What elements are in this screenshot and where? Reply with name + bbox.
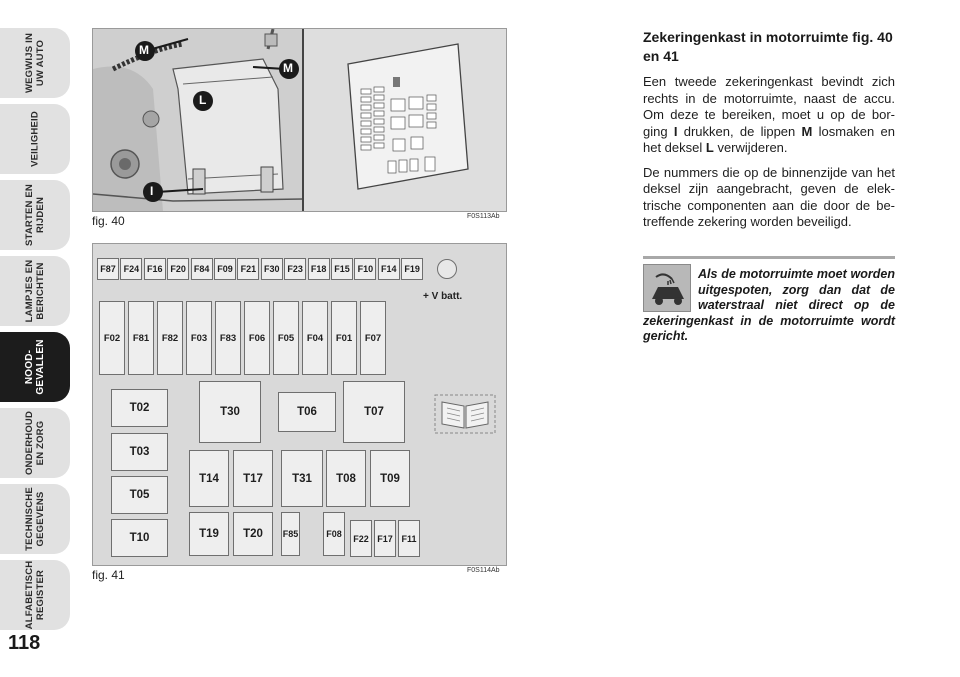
figure-41-code: F0S114Ab bbox=[467, 567, 500, 574]
figure-40-code: F0S113Ab bbox=[467, 213, 500, 220]
fuse-f20: F20 bbox=[167, 258, 189, 280]
fuse-f14: F14 bbox=[378, 258, 400, 280]
fuse-f07: F07 bbox=[360, 301, 386, 375]
article-title: Zekeringenkast in motorruimte fig. 40 en 41 bbox=[643, 29, 893, 64]
manual-book-icon bbox=[434, 394, 496, 434]
fuse-f02: F02 bbox=[99, 301, 125, 375]
figure-41-fuse-layout bbox=[92, 243, 507, 566]
fuse-f01: F01 bbox=[331, 301, 357, 375]
relay-t07: T07 bbox=[343, 381, 405, 443]
relay-t03: T03 bbox=[111, 433, 168, 471]
fuse-f83: F83 bbox=[215, 301, 241, 375]
fuse-f03: F03 bbox=[186, 301, 212, 375]
fuse-f04: F04 bbox=[302, 301, 328, 375]
tab-alfabetisch[interactable] bbox=[0, 560, 70, 630]
relay-t09: T09 bbox=[370, 450, 410, 507]
tab-label: ALFABETISCH REGISTER bbox=[24, 560, 46, 630]
fuse-f30: F30 bbox=[261, 258, 283, 280]
relay-t02: T02 bbox=[111, 389, 168, 427]
relay-t20: T20 bbox=[233, 512, 273, 556]
tab-noodgevallen[interactable] bbox=[0, 332, 70, 402]
page-number: 118 bbox=[8, 632, 41, 654]
text-run: drukken, de lippen bbox=[677, 123, 802, 139]
key-letter-m: M bbox=[801, 123, 813, 139]
callout-m-label: M bbox=[139, 43, 149, 57]
fuse-f17: F17 bbox=[374, 520, 396, 557]
tab-technische[interactable] bbox=[0, 484, 70, 554]
tab-label: WEGWIJS IN UW AUTO bbox=[24, 32, 46, 94]
fuse-f15: F15 bbox=[331, 258, 353, 280]
engine-bay-illustration bbox=[93, 29, 506, 211]
tab-label: LAMPJES EN BERICHTEN bbox=[24, 259, 46, 323]
fuse-f24: F24 bbox=[120, 258, 142, 280]
relay-t06: T06 bbox=[278, 392, 336, 432]
figure-40-engine-bay-photo bbox=[92, 28, 507, 212]
fuse-f19: F19 bbox=[401, 258, 423, 280]
figure-40-caption: fig. 40 bbox=[92, 214, 125, 228]
fuse-f22: F22 bbox=[350, 520, 372, 557]
relay-t14: T14 bbox=[189, 450, 229, 507]
tab-label: NOOD- GEVALLEN bbox=[24, 339, 46, 395]
v-batt-label: + V batt. bbox=[423, 291, 463, 302]
tab-starten[interactable] bbox=[0, 180, 70, 250]
relay-t10: T10 bbox=[111, 519, 168, 557]
article-paragraph-2: De nummers die op de binnenzijde van het deksel zijn aangebracht, geven de elek-trische componenten aan die door de be-treffende zekering worden beveiligd. bbox=[643, 164, 895, 229]
tab-label: STARTEN EN RIJDEN bbox=[24, 184, 46, 246]
tab-veiligheid[interactable] bbox=[0, 104, 70, 174]
article-paragraph-1 bbox=[643, 74, 895, 157]
fuse-f82: F82 bbox=[157, 301, 183, 375]
fuse-f84: F84 bbox=[191, 258, 213, 280]
tab-label: VEILIGHEID bbox=[29, 111, 41, 167]
fuse-f87: F87 bbox=[97, 258, 119, 280]
fuse-f08: F08 bbox=[323, 512, 345, 556]
fuse-f06: F06 bbox=[244, 301, 270, 375]
key-letter-i: I bbox=[673, 123, 678, 139]
tab-onderhoud[interactable] bbox=[0, 408, 70, 478]
relay-t19: T19 bbox=[189, 512, 229, 556]
tab-label: TECHNISCHE GEGEVENS bbox=[24, 487, 46, 551]
relay-t05: T05 bbox=[111, 476, 168, 514]
text-run: losmaken en het deksel bbox=[643, 123, 895, 155]
text-run: Een tweede zekeringenkast bevindt zich rechts in de motorruimte, naast de accu. Om deze te bereiken, moet u op de bor-ging bbox=[643, 74, 895, 139]
key-letter-l: L bbox=[705, 140, 714, 155]
fuse-f10: F10 bbox=[354, 258, 376, 280]
tab-wegwijs[interactable] bbox=[0, 28, 70, 98]
text-run: verwijderen. bbox=[713, 140, 788, 155]
battery-terminal-icon bbox=[437, 259, 457, 279]
fuse-f23: F23 bbox=[284, 258, 306, 280]
tab-label: ONDERHOUD EN ZORG bbox=[24, 410, 46, 476]
relay-t17: T17 bbox=[233, 450, 273, 507]
fuse-f21: F21 bbox=[237, 258, 259, 280]
tab-lampjes[interactable] bbox=[0, 256, 70, 326]
relay-t30: T30 bbox=[199, 381, 261, 443]
fuse-f81: F81 bbox=[128, 301, 154, 375]
warning-icon-spacer bbox=[643, 267, 698, 311]
warning-text bbox=[643, 267, 895, 345]
warning-text-body: Als de motorruimte moet worden uitgespoten, zorg dan dat de waterstraal niet direct op de zekeringenkast in de motorruimte wordt gericht. bbox=[643, 267, 895, 343]
fuse-f18: F18 bbox=[308, 258, 330, 280]
warning-divider bbox=[643, 256, 895, 259]
fuse-f16: F16 bbox=[144, 258, 166, 280]
callout-l-label: L bbox=[199, 93, 207, 107]
relay-t08: T08 bbox=[326, 450, 366, 507]
fuse-f09: F09 bbox=[214, 258, 236, 280]
relay-t31: T31 bbox=[281, 450, 323, 507]
fuse-f85: F85 bbox=[281, 512, 300, 556]
callout-m-label: M bbox=[283, 61, 293, 75]
fuse-f11: F11 bbox=[398, 520, 420, 557]
figure-41-caption: fig. 41 bbox=[92, 568, 125, 582]
article bbox=[643, 28, 895, 231]
fuse-f05: F05 bbox=[273, 301, 299, 375]
callout-i-label: I bbox=[150, 184, 154, 198]
